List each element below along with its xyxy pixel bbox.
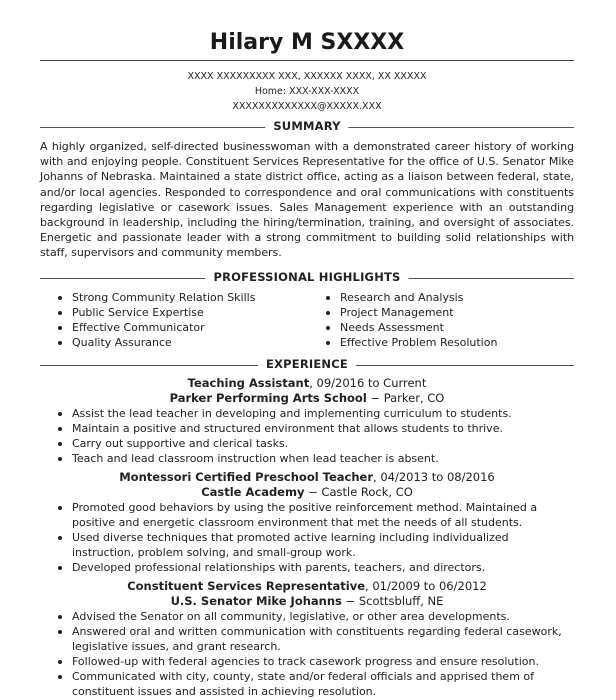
job-title-line	[40, 376, 574, 391]
job-bullet: Followed-up with federal agencies to track casework progress and ensure resolution.	[58, 654, 574, 669]
job-bullets	[40, 500, 574, 575]
job-entry	[40, 470, 574, 575]
experience-section-header	[40, 356, 574, 374]
section-title: EXPERIENCE	[258, 357, 356, 371]
job-entry	[40, 579, 574, 699]
job-title-line	[40, 470, 574, 485]
highlight-item: Needs Assessment	[326, 320, 574, 335]
job-bullet: Used diverse techniques that promoted active learning including individualized instruction, problem solving, and small-group work.	[58, 530, 574, 560]
name-divider	[40, 60, 574, 61]
job-employer-line	[40, 485, 574, 500]
highlights-list	[40, 290, 574, 350]
job-dates: , 04/2013 to 08/2016	[373, 469, 495, 484]
highlight-item: Research and Analysis	[326, 290, 574, 305]
job-bullets	[40, 406, 574, 466]
candidate-name: Hilary M SXXXX	[209, 30, 405, 55]
job-bullet: Teach and lead classroom instruction when lead teacher is absent.	[58, 451, 574, 466]
job-dates: , 01/2009 to 06/2012	[365, 578, 487, 593]
summary-text: A highly organized, self-directed businesswoman with a demonstrated career history of working with and enjoying people. Constituent Services Representative for the office of U.S. Senator Mike Johanns of Nebraska. Maintained a state district office, acting as a liaison between federal, state, and/or local agencies. Responded to correspondence and oral communications with constituents regarding legislative or casework issues. Sales Management experience with an outstanding background in leadership, including the hiring/termination, training, and oversight of associates. Energetic and passionate leader with a strong commitment to building solid relationships with staff, supervisors and community members.	[40, 140, 574, 260]
job-location: − Parker, CO	[366, 390, 445, 405]
job-entry	[40, 376, 574, 466]
job-employer: Castle Academy	[201, 484, 305, 499]
job-location: − Castle Rock, CO	[304, 484, 413, 499]
resume-page	[40, 0, 574, 699]
highlight-item: Quality Assurance	[58, 335, 307, 350]
job-bullet: Assist the lead teacher in developing and implementing curriculum to students.	[58, 406, 574, 421]
highlight-item: Strong Community Relation Skills	[58, 290, 307, 305]
summary-section-header	[40, 118, 574, 136]
job-title: Montessori Certified Preschool Teacher	[119, 469, 374, 484]
highlights-right-column	[307, 290, 574, 350]
job-title: Teaching Assistant	[187, 375, 310, 390]
job-employer-line	[40, 594, 574, 609]
job-title-line	[40, 579, 574, 594]
contact-email: XXXXXXXXXXXXX@XXXXX.XXX	[232, 101, 382, 112]
contact-phone: Home: XXX-XXX-XXXX	[254, 86, 360, 97]
job-employer: U.S. Senator Mike Johanns	[170, 593, 342, 608]
highlights-left-column	[40, 290, 307, 350]
job-title: Constituent Services Representative	[127, 578, 366, 593]
job-employer-line	[40, 391, 574, 406]
highlight-item: Effective Communicator	[58, 320, 307, 335]
highlight-item: Public Service Expertise	[58, 305, 307, 320]
contact-block	[40, 69, 574, 114]
job-bullet: Answered oral and written communication with constituents regarding federal casework, legislative issues, and grant research.	[58, 624, 574, 654]
highlight-item: Project Management	[326, 305, 574, 320]
highlight-item: Effective Problem Resolution	[326, 335, 574, 350]
job-location: − Scottsbluff, NE	[341, 593, 444, 608]
section-title: SUMMARY	[265, 119, 348, 133]
job-bullet: Developed professional relationships with parents, teachers, and directors.	[58, 560, 574, 575]
section-title: PROFESSIONAL HIGHLIGHTS	[205, 270, 408, 284]
job-bullets	[40, 609, 574, 699]
job-bullet: Carry out supportive and clerical tasks.	[58, 436, 574, 451]
job-bullet: Advised the Senator on all community, legislative, or other area developments.	[58, 609, 574, 624]
job-bullet: Maintain a positive and structured environment that allows students to thrive.	[58, 421, 574, 436]
job-dates: , 09/2016 to Current	[309, 375, 427, 390]
job-employer: Parker Performing Arts School	[169, 390, 367, 405]
highlights-section-header	[40, 269, 574, 287]
job-bullet: Promoted good behaviors by using the positive reinforcement method. Maintained a positive and energetic classroom environment that met the needs of all students.	[58, 500, 574, 530]
job-bullet: Communicated with city, county, state and/or federal officials and apprised them of constituent issues and assisted in achieving resolution.	[58, 669, 574, 699]
contact-address: XXXX XXXXXXXXX XXX, XXXXXX XXXX, XX XXXXX	[187, 71, 427, 82]
